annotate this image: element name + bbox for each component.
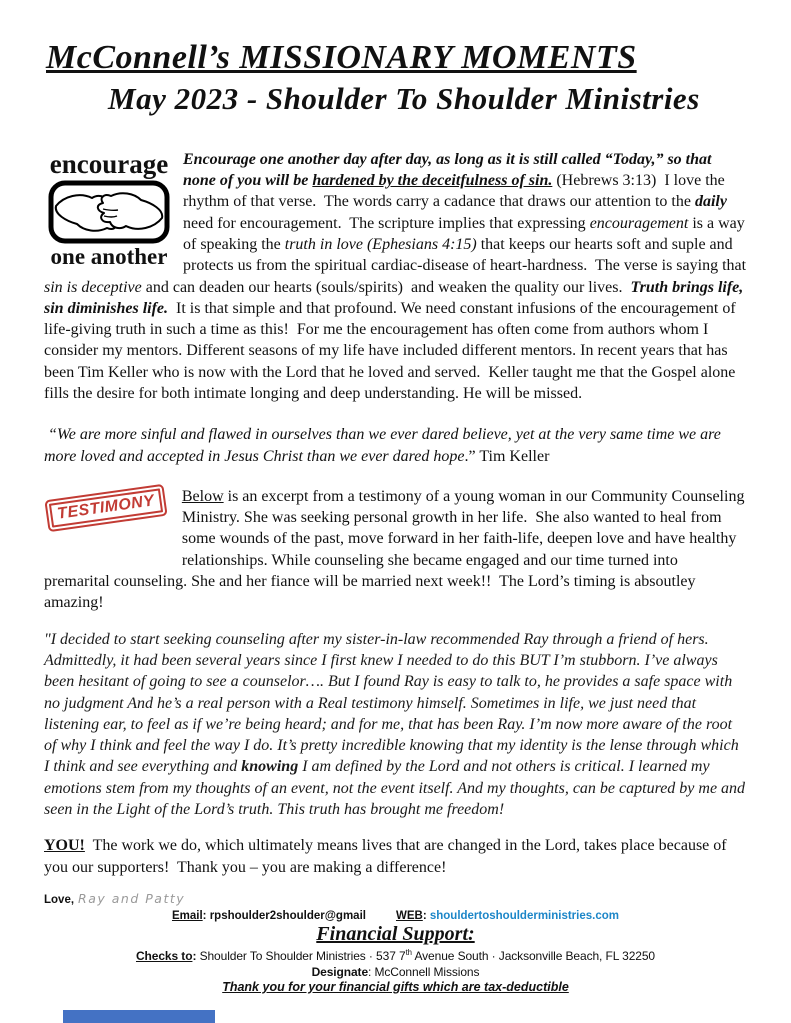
footer	[44, 910, 747, 994]
designate-line: Designate: McConnell Missions	[311, 964, 480, 979]
tim-keller-quote: “We are more sinful and flawed in ourselves than we ever dared believe, yet at the very same time we are more loved and accepted in Jesus Christ than we ever dared hope.” Tim Keller	[44, 426, 725, 465]
logo-top-text: encourage	[49, 148, 169, 179]
hands-icon	[48, 180, 170, 244]
newsletter-title: McConnell’s MISSIONARY MOMENTS	[46, 39, 637, 76]
opening-paragraph: Encourage one another day after day, as long as it is still called “Today,” so that none of you will be hardened by the deceitfulness of sin. (Hebrews 3:13) I love the rhythm of that verse. The words carry a cadance that draws our attention to the daily need for encouragement. The scripture implies that expressing encouragement is a way of speaking the truth in love (Ephesians 4:15) that keeps our hearts soft and suple and protects us from the spiritual cardiac-disease of heart-hardness. The verse is saying that sin is deceptive and can deaden our hearts (souls/spirits) and weaken the quality our lives. Truth brings life, sin diminishes life. It is that simple and that profound. We need constant infusions of the encouragement of life-giving truth in such a time as this! For me the encouragement has often come from authors whom I consider my mentors. Different seasons of my life have included different mentors. In recent years that has been Tim Keller who is now with the Lord that he loved and served. Keller taught me that the Gospel alone fills the desire for both intimate longing and deep understanding. He will be missed.	[44, 150, 751, 402]
logo-bottom-text: one another	[50, 243, 168, 269]
newsletter-subtitle: May 2023 - Shoulder To Shoulder Ministries	[108, 81, 700, 117]
signature	[44, 890, 747, 908]
web-label: WEB:	[395, 909, 430, 922]
contact-line	[44, 910, 747, 922]
email-text: Email: rpshoulder2shoulder@gmail	[171, 909, 366, 922]
testimony-quote: "I decided to start seeking counseling after my sister-in-law recommended Ray through a friend of hers. Admittedly, it had been several years since I first knew I needed to do this BUT I’m stubborn. I’ve always been hesitant of going to see a counselor…. But I found Ray is easy to talk to, he provides a safe space with no judgment And he’s a real person with a Real testimony himself. Sometimes in life, we just need that listening ear, to feel as if we’re being heard; and for me, that has been Ray. I’m now more aware of the root of why I think and feel the way I do. It’s pretty incredible knowing that my identity is the lense through which I think and see everything and knowing I am defined by the Lord and not others is critical. I learned my emotions stem from my thoughts of an event, not the event itself. And my thoughts, can be captured by me and seen in the Light of the Lord’s truth. This truth has brought me freedom!	[44, 630, 750, 819]
testimony-stamp-label: TESTIMONY	[44, 484, 167, 532]
financial-support-heading: Financial Support:	[316, 922, 475, 945]
testimony-intro: Below is an excerpt from a testimony of a young woman in our Community Counseling Ministry. She was seeking personal growth in her life. She also wanted to heal from some wounds of the past, move forward in her faith-life, deepen love and have healthy relationships. While counseling she became engaged and our time turned into premarital counseling. She and her fiance will be married next week!! The Lord’s timing is absoutley amazing!	[44, 487, 749, 612]
testimony-section	[44, 486, 747, 614]
supporters-thanks: YOU! The work we do, which ultimately means lives that are changed in the Lord, takes place because of you our supporters! Thank you – you are making a difference!	[44, 837, 731, 876]
web-link[interactable]: shouldertoshoulderministries.com	[429, 909, 619, 922]
tax-deductible-line: Thank you for your financial gifts which are tax-deductible	[222, 979, 569, 994]
bottom-blue-bar	[63, 1010, 215, 1023]
checks-to-line: Checks to: Shoulder To Shoulder Ministries · 537 7th Avenue South · Jacksonville Beach, FL 32250	[135, 947, 655, 963]
opening-section	[44, 148, 751, 405]
testimony-stamp	[46, 492, 166, 524]
encourage-one-another-logo	[44, 148, 174, 269]
signature-names: Ray and Patty	[78, 890, 186, 906]
signature-prefix: Love,	[44, 893, 75, 906]
